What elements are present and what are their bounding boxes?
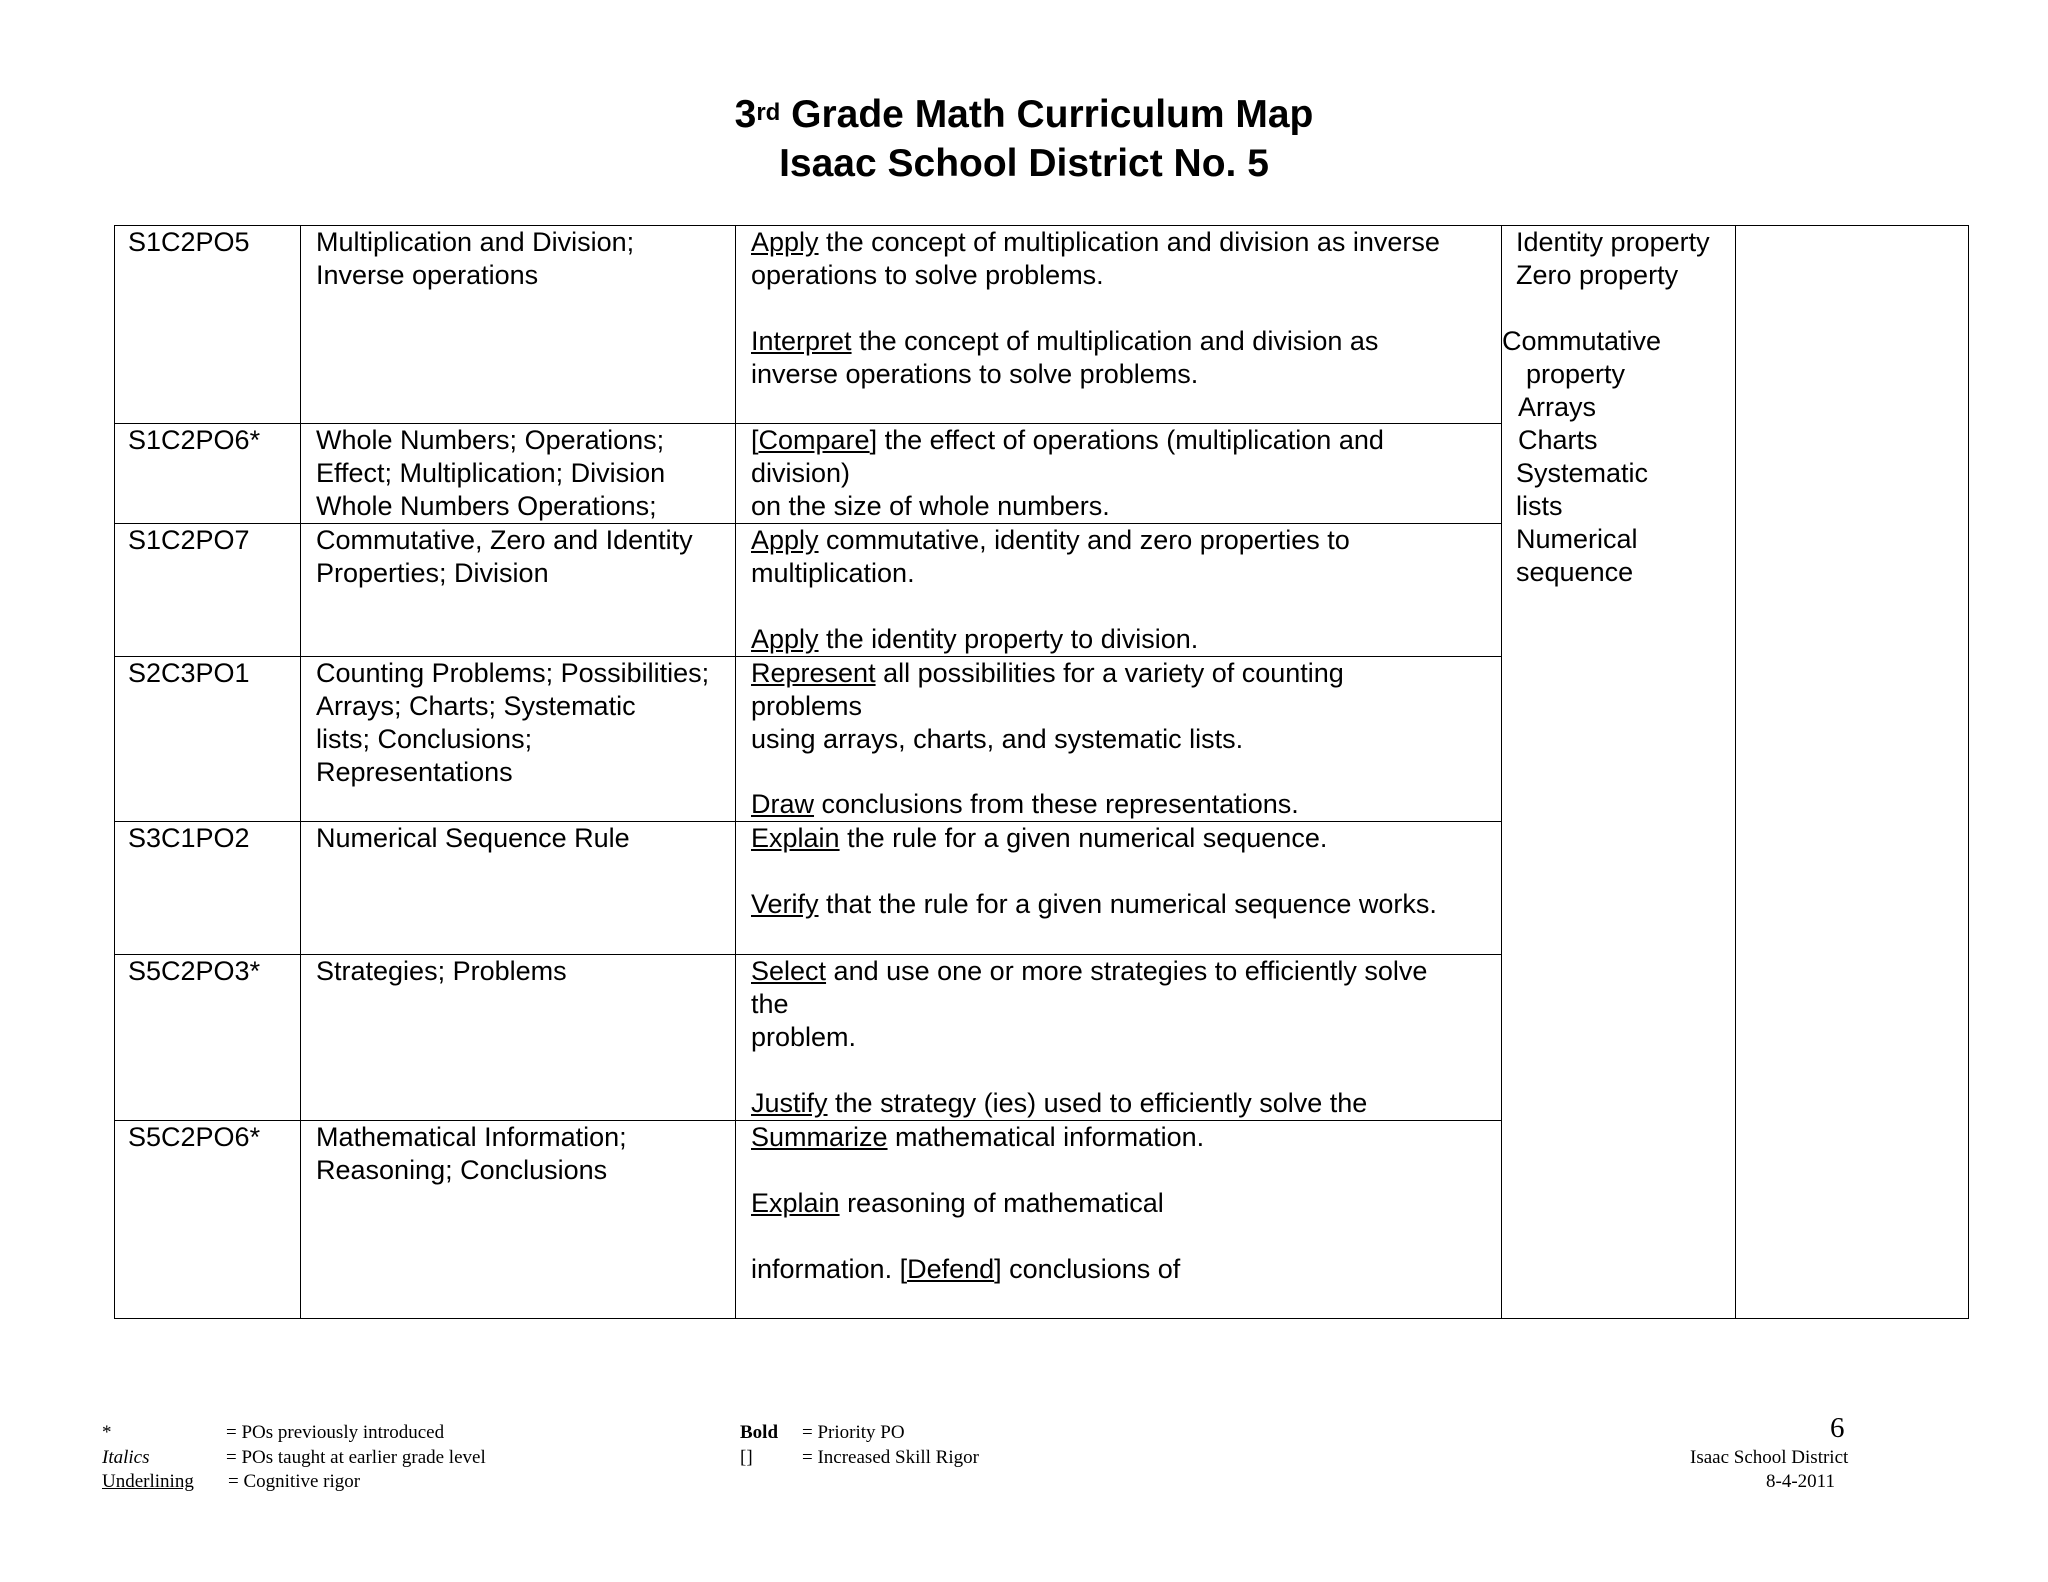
vocabulary-term: Commutative xyxy=(1502,326,1662,356)
vocabulary-term: sequence xyxy=(1516,557,1634,587)
legend-description: = Priority PO xyxy=(802,1422,905,1443)
topic-line: Mathematical Information; xyxy=(316,1122,627,1152)
cognitive-verb: Interpret xyxy=(751,326,852,356)
cognitive-verb: Compare xyxy=(758,425,870,455)
topic-line: Reasoning; Conclusions xyxy=(316,1155,608,1185)
vocabulary-term: Arrays xyxy=(1518,392,1597,422)
organization-name: Isaac School District xyxy=(1690,1447,1849,1468)
po-code: S5C2PO6* xyxy=(128,1122,261,1152)
po-code: S2C3PO1 xyxy=(128,658,250,688)
objective-line: using arrays, charts, and systematic lists. xyxy=(751,724,1244,754)
topic-line: Inverse operations xyxy=(316,260,539,290)
cognitive-verb: Justify xyxy=(751,1088,828,1118)
objective-line: Apply the concept of multiplication and division as inverse xyxy=(751,227,1440,257)
legend-symbol: Italics xyxy=(102,1447,150,1468)
topic-line: lists; Conclusions; xyxy=(316,724,533,754)
topic-line: Counting Problems; Possibilities; xyxy=(316,658,710,688)
table-column-divider xyxy=(735,225,736,1319)
objective-line: Explain the rule for a given numerical sequence. xyxy=(751,823,1328,853)
legend-symbol: Bold xyxy=(740,1422,779,1443)
objective-line: Apply commutative, identity and zero properties to xyxy=(751,525,1350,555)
objective-line: problems xyxy=(751,691,863,721)
vocabulary-term: Numerical xyxy=(1516,524,1638,554)
cognitive-verb: Represent xyxy=(751,658,876,688)
objective-line: Verify that the rule for a given numerical sequence works. xyxy=(751,889,1437,919)
topic-line: Whole Numbers Operations; xyxy=(316,491,657,521)
objective-line: the xyxy=(751,989,789,1019)
legend-symbol: [] xyxy=(740,1447,753,1468)
objective-line: information. [Defend] conclusions of xyxy=(751,1254,1181,1284)
page-subtitle: Isaac School District No. 5 xyxy=(779,142,1269,185)
legend-description: = POs taught at earlier grade level xyxy=(226,1447,486,1468)
objective-line: Select and use one or more strategies to efficiently solve xyxy=(751,956,1428,986)
objective-line: Apply the identity property to division. xyxy=(751,624,1199,654)
vocabulary-term: Systematic xyxy=(1516,458,1649,488)
topic-line: Properties; Division xyxy=(316,558,549,588)
objective-line: Explain reasoning of mathematical xyxy=(751,1188,1164,1218)
objective-line: [Compare] the effect of operations (multiplication and xyxy=(751,425,1384,455)
objective-line: division) xyxy=(751,458,851,488)
cognitive-verb: Summarize xyxy=(751,1122,888,1152)
legend-symbol: Underlining xyxy=(102,1471,194,1492)
cognitive-verb: Apply xyxy=(751,227,819,257)
legend-description: = Increased Skill Rigor xyxy=(802,1447,979,1468)
vocabulary-term: property xyxy=(1526,359,1626,389)
cognitive-verb: Explain xyxy=(751,1188,840,1218)
table-column-divider xyxy=(1735,225,1736,1319)
cognitive-verb: Apply xyxy=(751,525,819,555)
cognitive-verb: Select xyxy=(751,956,827,986)
objective-line: problem. xyxy=(751,1022,857,1052)
objective-line: on the size of whole numbers. xyxy=(751,491,1110,521)
vocabulary-term: Zero property xyxy=(1516,260,1679,290)
legend-description: = Cognitive rigor xyxy=(228,1471,361,1492)
po-code: S1C2PO7 xyxy=(128,525,250,555)
objective-line: Interpret the concept of multiplication and division as xyxy=(751,326,1379,356)
table-column-divider xyxy=(1501,225,1502,1319)
vocabulary-term: Identity property xyxy=(1516,227,1710,257)
vocabulary-term: Charts xyxy=(1518,425,1598,455)
objective-line: Summarize mathematical information. xyxy=(751,1122,1205,1152)
table-column-divider xyxy=(300,225,301,1319)
objective-line: Draw conclusions from these representations. xyxy=(751,789,1299,819)
topic-line: Arrays; Charts; Systematic xyxy=(316,691,636,721)
legend-description: = POs previously introduced xyxy=(226,1422,445,1443)
po-code: S5C2PO3* xyxy=(128,956,261,986)
cognitive-verb: Defend xyxy=(907,1254,995,1284)
cognitive-verb: Draw xyxy=(751,789,815,819)
topic-line: Strategies; Problems xyxy=(316,956,567,986)
topic-line: Whole Numbers; Operations; xyxy=(316,425,665,455)
vocabulary-term: lists xyxy=(1516,491,1563,521)
objective-line: multiplication. xyxy=(751,558,915,588)
topic-line: Effect; Multiplication; Division xyxy=(316,458,666,488)
topic-line: Commutative, Zero and Identity xyxy=(316,525,693,555)
objective-line: inverse operations to solve problems. xyxy=(751,359,1199,389)
po-code: S3C1PO2 xyxy=(128,823,250,853)
cognitive-verb: Apply xyxy=(751,624,819,654)
revision-date: 8-4-2011 xyxy=(1766,1471,1835,1492)
cognitive-verb: Verify xyxy=(751,889,819,919)
topic-line: Multiplication and Division; xyxy=(316,227,635,257)
objective-line: operations to solve problems. xyxy=(751,260,1104,290)
cognitive-verb: Explain xyxy=(751,823,840,853)
po-code: S1C2PO6* xyxy=(128,425,261,455)
topic-line: Numerical Sequence Rule xyxy=(316,823,630,853)
objective-line: Justify the strategy (ies) used to efficiently solve the xyxy=(751,1088,1368,1118)
topic-line: Representations xyxy=(316,757,513,787)
objective-line: Represent all possibilities for a variety of counting xyxy=(751,658,1344,688)
page-number: 6 xyxy=(1830,1412,1845,1444)
page-title: 3rd Grade Math Curriculum Map xyxy=(734,93,1314,136)
legend-symbol: * xyxy=(102,1422,112,1443)
po-code: S1C2PO5 xyxy=(128,227,250,257)
